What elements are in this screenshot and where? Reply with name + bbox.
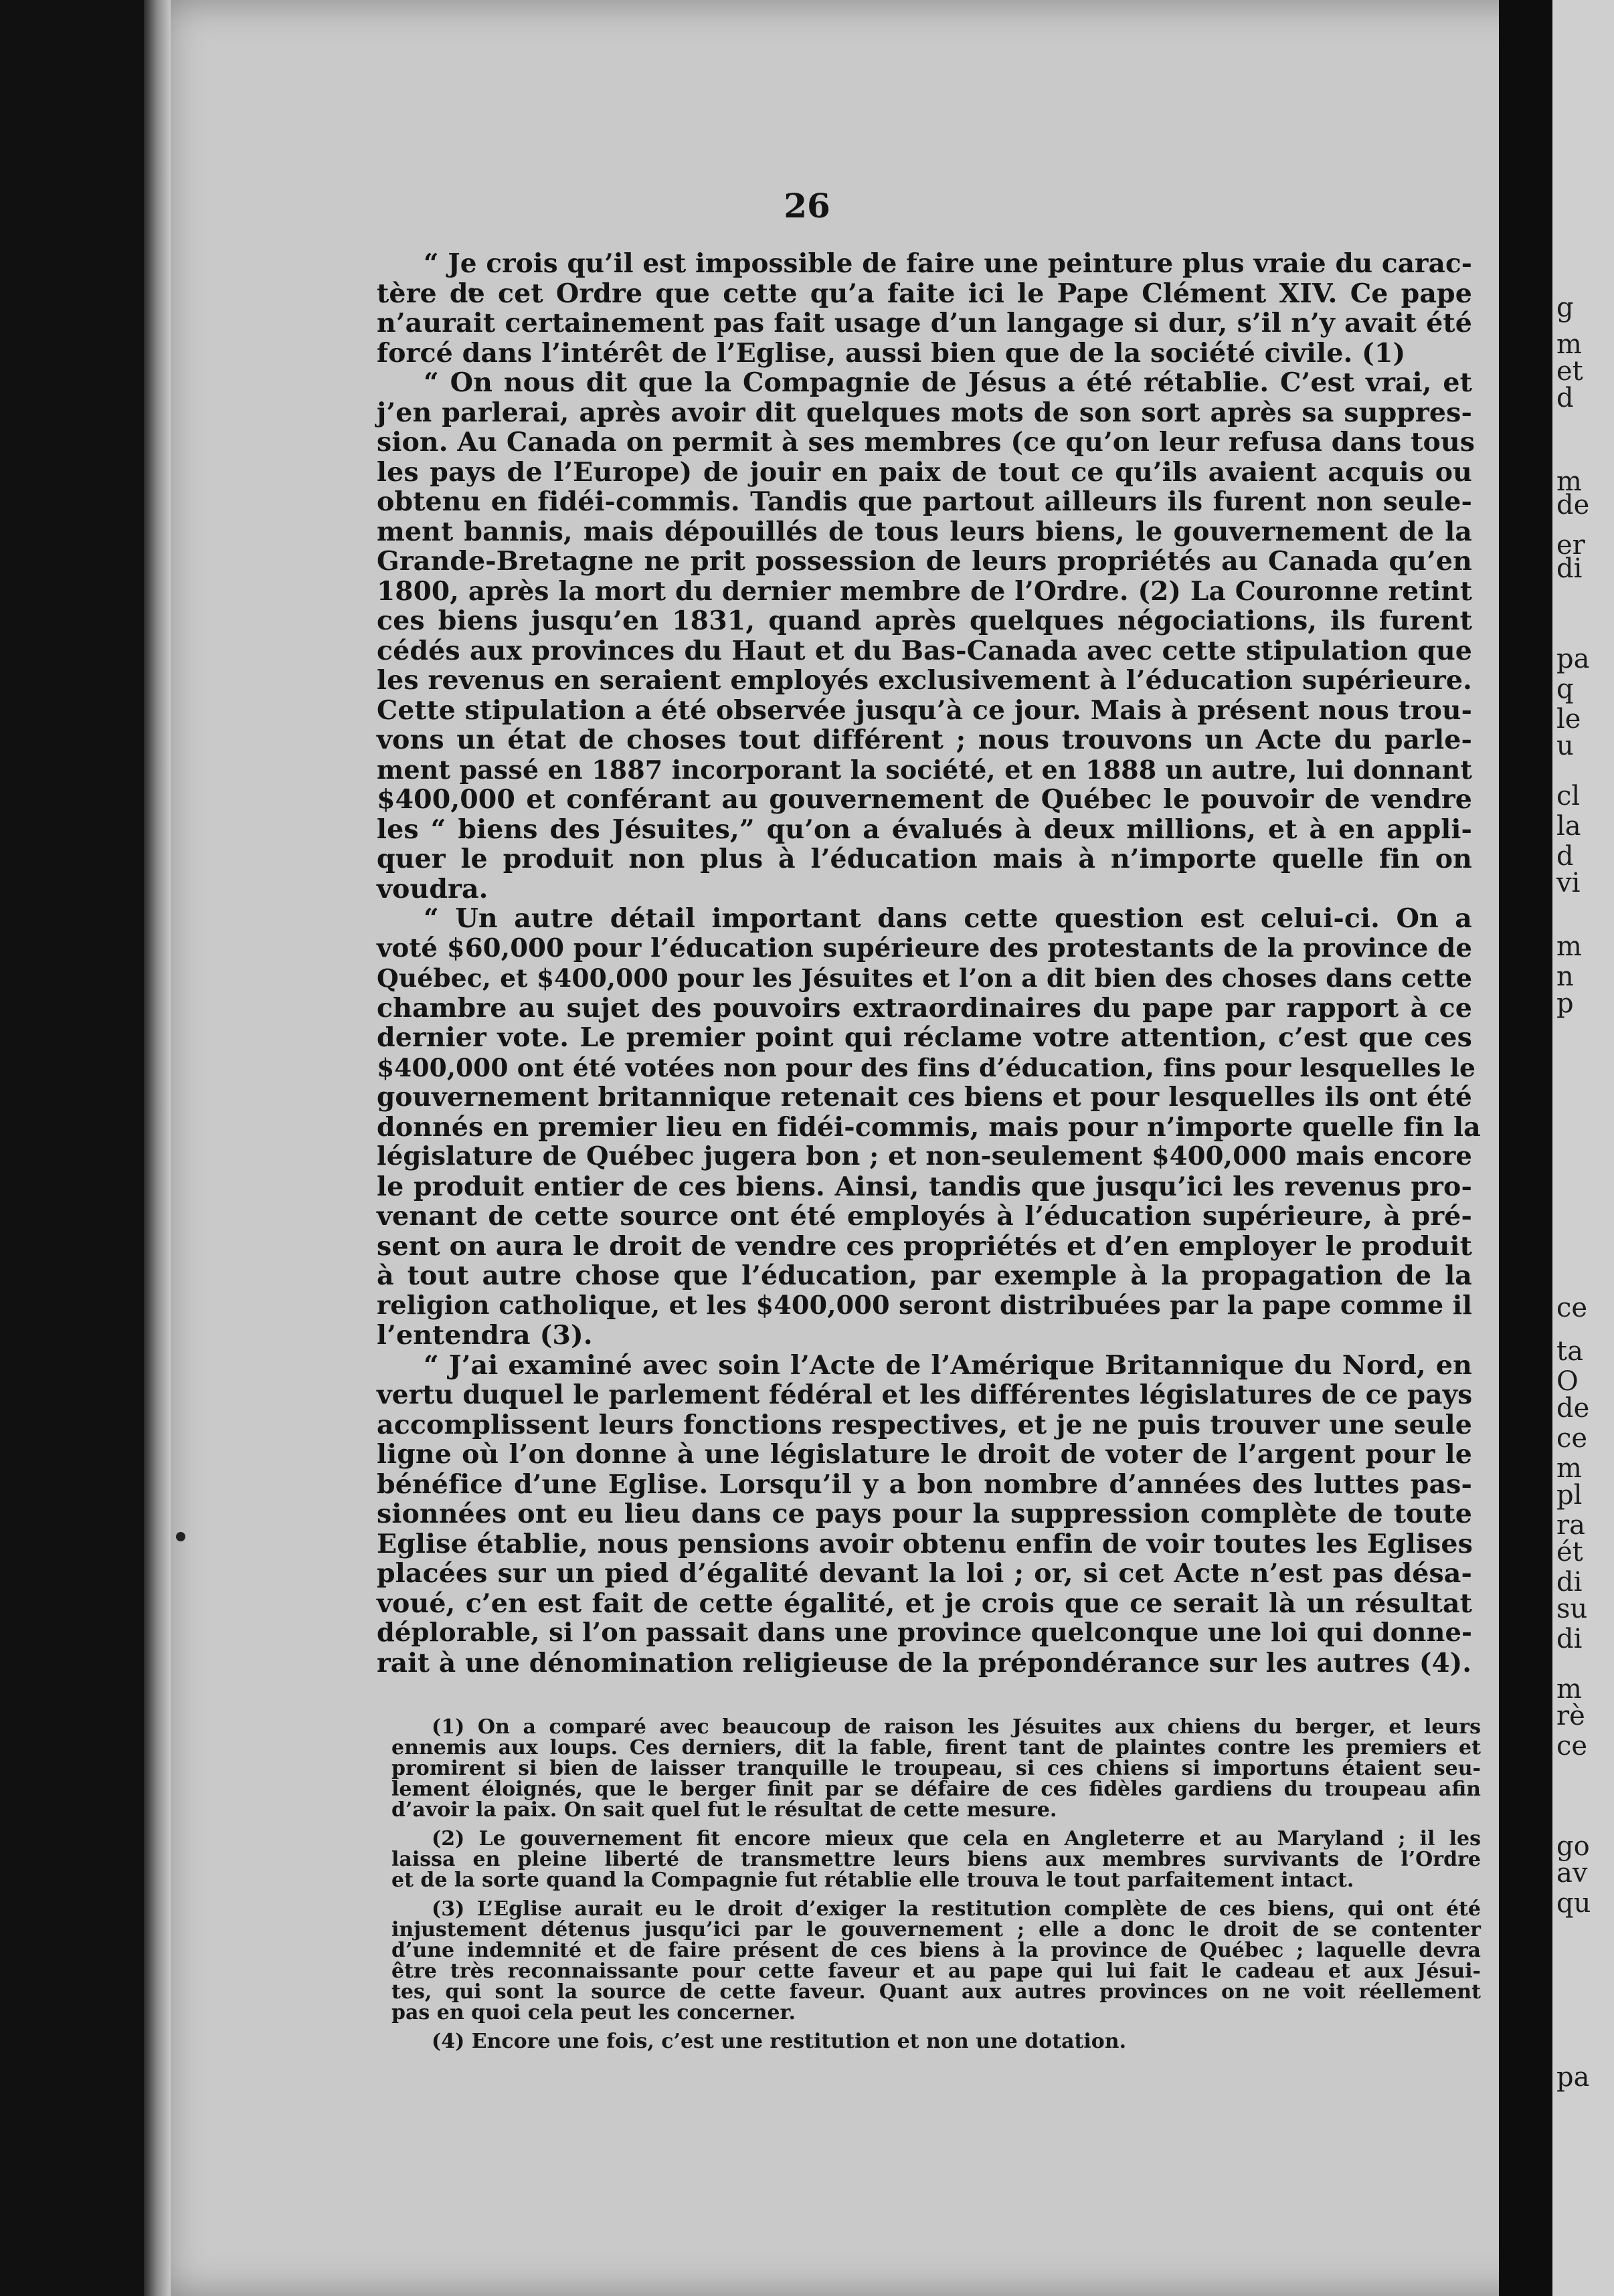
footnote (391, 1828, 1481, 1891)
text-line: venant de cette source ont été employés à l’éducation supérieure, à pré- (377, 1201, 1472, 1232)
text-line: sent on aura le droit de vendre ces propriétés et d’en employer le produit (377, 1230, 1472, 1262)
adjacent-text-fragment: n (1556, 961, 1574, 992)
text-line: les revenus en seraient employés exclusivement à l’éducation supérieure. (377, 665, 1472, 696)
paragraph (377, 1351, 1472, 1679)
adjacent-text-fragment: m (1556, 931, 1582, 962)
scan-speck (176, 1532, 185, 1541)
footnote-line: laissa en pleine liberté de transmettre leurs biens aux membres survivants de l’Ordre (391, 1848, 1481, 1871)
adjacent-text-fragment: ra (1556, 1510, 1585, 1541)
text-line: “ On nous dit que la Compagnie de Jésus a été rétablie. C’est vrai, et (424, 367, 1472, 398)
text-line: Grande-Bretagne ne prit possession de leurs propriétés au Canada qu’en (377, 546, 1472, 577)
paragraph (377, 903, 1481, 1351)
adjacent-text-fragment: qu (1556, 1888, 1591, 1919)
text-line: voté $60,000 pour l’éducation supérieure des protestants de la province de (377, 933, 1472, 963)
text-line: l’entendra (3). (377, 1320, 593, 1351)
text-line: $400,000 et conférant au gouvernement de Québec le pouvoir de vendre (377, 784, 1472, 815)
adjacent-text-fragment: g (1556, 292, 1574, 323)
text-line: ces biens jusqu’en 1831, quand après quelques négociations, ils furent (377, 605, 1472, 636)
adjacent-text-fragment: ta (1556, 1336, 1583, 1367)
adjacent-text-fragment: av (1556, 1858, 1588, 1889)
footnote-line: (1) On a comparé avec beaucoup de raison les Jésuites aux chiens du berger, et leurs (432, 1715, 1481, 1739)
text-line: tère de cet Ordre que cette qu’a faite ici le Pape Clément XIV. Ce pape (377, 278, 1472, 309)
book-gutter (1499, 0, 1552, 2296)
adjacent-text-fragment: de (1556, 490, 1590, 520)
text-line: quer le produit non plus à l’éducation mais à n’importe quelle fin on (377, 844, 1472, 874)
footnote (391, 2031, 1481, 2052)
text-line: n’aurait certainement pas fait usage d’un langage si dur, s’il n’y avait été (377, 308, 1472, 339)
body-text (377, 248, 1481, 1679)
footnote-line: (3) L’Eglise aurait eu le droit d’exiger la restitution complète de ces biens, qui ont été (432, 1897, 1481, 1921)
adjacent-text-fragment: ce (1556, 1293, 1588, 1323)
adjacent-text-fragment: m (1556, 466, 1582, 497)
paragraph (377, 367, 1475, 904)
adjacent-text-fragment: m (1556, 329, 1582, 360)
text-line: “ Je crois qu’il est impossible de faire une peinture plus vraie du carac- (424, 248, 1472, 279)
adjacent-text-fragment: d (1556, 383, 1574, 413)
text-line: 1800, après la mort du dernier membre de l’Ordre. (2) La Couronne retint (377, 575, 1472, 607)
text-line: déplorable, si l’on passait dans une province quelconque une loi qui donne- (377, 1618, 1472, 1648)
adjacent-text-fragment: q (1556, 674, 1574, 704)
adjacent-text-fragment: ce (1556, 1731, 1588, 1761)
adjacent-text-fragment: d (1556, 841, 1574, 872)
text-line: vons un état de choses tout différent ; nous trouvons un Acte du parle- (377, 725, 1472, 755)
text-line: Québec, et $400,000 pour les Jésuites et l’on a dit bien des choses dans cette (377, 963, 1472, 993)
footnote (391, 1717, 1481, 1820)
adjacent-text-fragment: m (1556, 1674, 1582, 1705)
text-line: obtenu en fidéi-commis. Tandis que partout ailleurs ils furent non seule- (377, 486, 1472, 517)
footnote-line: d’avoir la paix. On sait quel fut le résultat de cette mesure. (391, 1798, 1057, 1822)
text-line: à tout autre chose que l’éducation, par exemple à la propagation de la (377, 1260, 1472, 1291)
text-line: sion. Au Canada on permit à ses membres (ce qu’on leur refusa dans tous (377, 427, 1475, 458)
text-line: donnés en premier lieu en fidéi-commis, mais pour n’importe quelle fin la (377, 1111, 1481, 1143)
adjacent-text-fragment: et (1556, 356, 1583, 387)
adjacent-text-fragment: ce (1556, 1423, 1588, 1454)
text-line: dernier vote. Le premier point qui réclame votre attention, c’est que ces (377, 1022, 1472, 1053)
adjacent-text-fragment: O (1556, 1366, 1579, 1397)
text-line: voué, c’en est fait de cette égalité, et je crois que ce serait là un résultat (377, 1588, 1472, 1619)
adjacent-text-fragment: u (1556, 731, 1574, 761)
text-line: le produit entier de ces biens. Ainsi, tandis que jusqu’ici les revenus pro- (377, 1171, 1472, 1202)
adjacent-text-fragment: vi (1556, 868, 1581, 898)
text-line: gouvernement britannique retenait ces biens et pour lesquelles ils ont été (377, 1082, 1472, 1113)
adjacent-text-fragment: cl (1556, 781, 1581, 811)
text-line: bénéfice d’une Eglise. Lorsqu’il y a bon nombre d’années des luttes pas- (377, 1468, 1472, 1500)
footnote-line: lement éloignés, que le berger finit par se défaire de ces fidèles gardiens du troupeau afin (391, 1778, 1481, 1801)
footnote-line: promirent si bien de laisser tranquille le troupeau, si ces chiens si importuns étaient seu- (391, 1757, 1481, 1780)
adjacent-text-fragment: pl (1556, 1480, 1583, 1511)
adjacent-page-edge (1552, 0, 1614, 2296)
adjacent-text-fragment: p (1556, 988, 1574, 1019)
text-line: “ J’ai examiné avec soin l’Acte de l’Amérique Britannique du Nord, en (424, 1349, 1472, 1381)
text-line: rait à une dénomination religieuse de la prépondérance sur les autres (4). (377, 1647, 1472, 1679)
adjacent-text-fragment: rè (1556, 1701, 1585, 1731)
text-line: $400,000 ont été votées non pour des fins d’éducation, fins pour lesquelles le (377, 1052, 1475, 1082)
footnote-line: tes, qui sont la source de cette faveur. Quant aux autres provinces on ne voit réellement (391, 1980, 1481, 2004)
text-line: sionnées ont eu lieu dans ce pays pour la suppression complète de toute (377, 1499, 1472, 1529)
footnote-line: (4) Encore une fois, c’est une restitution et non une dotation. (432, 2030, 1127, 2053)
text-line: placées sur un pied d’égalité devant la loi ; or, si cet Acte n’est pas désa- (377, 1558, 1472, 1589)
adjacent-text-fragment: di (1556, 553, 1583, 584)
paragraph (377, 249, 1472, 368)
footnotes (391, 1717, 1481, 2060)
adjacent-text-fragment: pa (1556, 2062, 1590, 2093)
footnote-line: (2) Le gouvernement fit encore mieux que cela en Angleterre et au Maryland ; il les (432, 1827, 1481, 1850)
text-line: ment bannis, mais dépouillés de tous leurs biens, le gouvernement de la (377, 516, 1472, 547)
text-line: j’en parlerai, après avoir dit quelques mots de son sort après sa suppres- (377, 397, 1472, 428)
text-line: ment passé en 1887 incorporant la société, et en 1888 un autre, lui donnant (377, 754, 1472, 785)
adjacent-text-fragment: di (1556, 1567, 1583, 1598)
footnote-line: être très reconnaissante pour cette faveur et au pape qui lui fait le cadeau et aux Jésui- (391, 1959, 1481, 1983)
text-line: les “ biens des Jésuites,” qu’on a évalués à deux millions, et à en appli- (377, 814, 1472, 845)
footnote-line: d’une indemnité et de faire présent de ces biens à la province de Québec ; laquelle devra (391, 1939, 1481, 1962)
footnote-line: injustement détenus jusqu’ici par le gouvernement ; elle a donc le droit de se contenter (391, 1918, 1481, 1941)
text-line: “ Un autre détail important dans cette question est celui-ci. On a (424, 903, 1472, 934)
text-line: ligne où l’on donne à une législature le droit de voter de l’argent pour le (377, 1439, 1472, 1470)
scanner-border-left (0, 0, 144, 2296)
footnote (391, 1899, 1481, 2023)
adjacent-text-fragment: er (1556, 530, 1585, 561)
page-curl-shadow (144, 0, 171, 2296)
text-line: accomplissent leurs fonctions respectives, et je ne puis trouver une seule (377, 1409, 1472, 1440)
adjacent-text-fragment: le (1556, 704, 1581, 735)
adjacent-text-fragment: go (1556, 1831, 1590, 1862)
adjacent-text-fragment: la (1556, 811, 1581, 842)
adjacent-text-fragment: pa (1556, 644, 1590, 674)
text-line: religion catholique, et les $400,000 seront distribuées par la pape comme il (377, 1290, 1472, 1321)
footnote-line: ennemis aux loups. Ces derniers, dit la fable, firent tant de plaintes contre les premiers et (391, 1736, 1481, 1759)
adjacent-text-fragment: ét (1556, 1537, 1583, 1567)
footnote-line: pas en quoi cela peut les concerner. (391, 2001, 796, 2024)
adjacent-text-fragment: di (1556, 1624, 1583, 1654)
adjacent-text-fragment: m (1556, 1453, 1582, 1484)
adjacent-text-fragment: su (1556, 1594, 1588, 1624)
text-line: forcé dans l’intérêt de l’Eglise, aussi bien que de la société civile. (1) (377, 337, 1406, 369)
adjacent-text-fragment: de (1556, 1393, 1590, 1424)
text-line: Eglise établie, nous pensions avoir obtenu enfin de voir toutes les Eglises (377, 1528, 1473, 1559)
page-number: 26 (784, 186, 830, 225)
text-line: les pays de l’Europe) de jouir en paix de tout ce qu’ils avaient acquis ou (377, 456, 1472, 488)
text-line: vertu duquel le parlement fédéral et les différentes législatures de ce pays (377, 1379, 1473, 1410)
text-line: législature de Québec jugera bon ; et non-seulement $400,000 mais encore (377, 1141, 1472, 1171)
text-line: cédés aux provinces du Haut et du Bas-Canada avec cette stipulation que (377, 635, 1472, 666)
text-line: voudra. (377, 873, 488, 904)
text-line: chambre au sujet des pouvoirs extraordinaires du pape par rapport à ce (377, 992, 1472, 1024)
footnote-line: et de la sorte quand la Compagnie fut rétablie elle trouva le tout parfaitement intact. (391, 1869, 1354, 1892)
text-line: Cette stipulation a été observée jusqu’à ce jour. Mais à présent nous trou- (377, 694, 1472, 726)
